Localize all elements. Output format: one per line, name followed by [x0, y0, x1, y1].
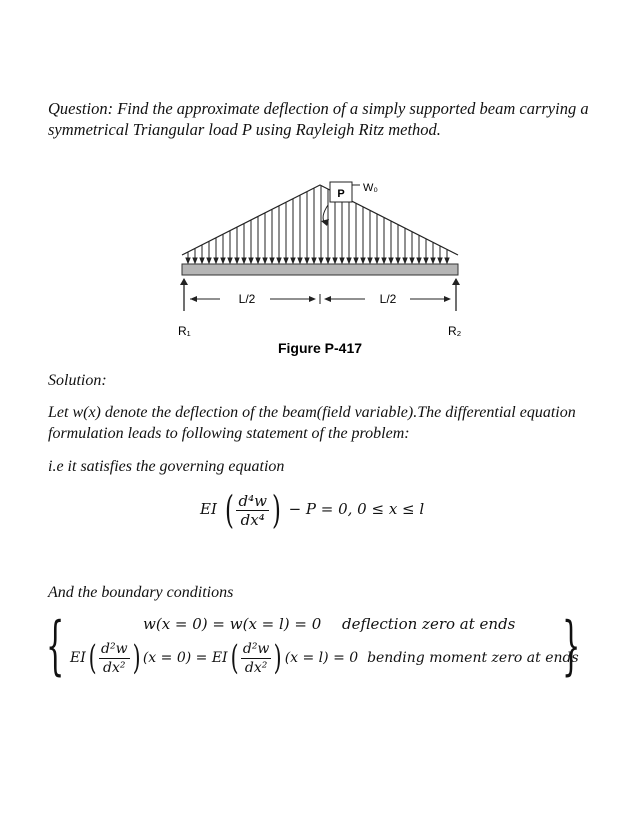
load-arrow-head [424, 258, 428, 263]
right-brace: } [562, 609, 581, 683]
question-text: Question: Find the approximate deflection of a simply supported beam carrying a symmetrical Triangular load P using Rayleigh Ritz method. [48, 99, 589, 139]
load-arrow-head [361, 258, 365, 263]
intro-text: Let w(x) denote the deflection of the beam(field variable).The differential equation formulation leads to following statement of the problem: [48, 404, 576, 442]
left-reaction-label: R₁ [178, 324, 191, 338]
load-arrow-head [207, 258, 211, 263]
governing-rest: − P = 0, 0 ≤ x ≤ l [288, 500, 425, 518]
load-arrow-head [312, 258, 316, 263]
load-arrow-head [438, 258, 442, 263]
load-arrow-head [291, 258, 295, 263]
right-reaction-label: R₂ [448, 324, 462, 338]
load-arrow-head [382, 258, 386, 263]
load-arrow-head [193, 258, 197, 263]
ei-coef: EI [200, 500, 217, 518]
figure-caption: Figure P-417 [277, 340, 363, 356]
left-span-label: L/2 [238, 292, 256, 306]
load-arrow-head [186, 258, 190, 263]
bc-heading: And the boundary conditions [48, 584, 234, 601]
ie-text: i.e it satisfies the governing equation [48, 458, 285, 475]
intensity-label: W₀ [363, 182, 378, 194]
load-arrow-head [403, 258, 407, 263]
load-arrow-head [242, 258, 246, 263]
load-arrow-head [375, 258, 379, 263]
bc1-equation: w(x = 0) = w(x = l) = 0 [143, 615, 322, 633]
beam [182, 264, 458, 275]
load-arrow-head [340, 258, 344, 263]
d4w-fraction: $\frac{\text{d⁴w}}{\text{dx⁴}}$ [238, 491, 267, 529]
load-arrow-head [305, 258, 309, 263]
load-arrow-head [326, 258, 330, 263]
load-arrow-head [270, 258, 274, 263]
load-arrow-head [333, 258, 337, 263]
governing-equation: EI ( $\frac{\text{d⁴w}}{\text{dx⁴}}$ ) − P = 0, 0 ≤ x ≤ l [200, 488, 425, 532]
load-arrow-head [298, 258, 302, 263]
solution-heading: Solution: [48, 372, 107, 389]
load-arrow-head [214, 258, 218, 263]
load-arrow-head [354, 258, 358, 263]
load-arrow-head [396, 258, 400, 263]
load-arrow-head [431, 258, 435, 263]
load-arrow-head [347, 258, 351, 263]
load-arrow-head [277, 258, 281, 263]
load-arrow-head [284, 258, 288, 263]
load-arrow-head [319, 258, 323, 263]
right-span-label: L/2 [379, 292, 397, 306]
load-arrow-head [228, 258, 232, 263]
load-arrow-head [368, 258, 372, 263]
load-arrow-head [445, 258, 449, 263]
load-arrow-head [249, 258, 253, 263]
load-arrow-head [200, 258, 204, 263]
load-arrow-head [410, 258, 414, 263]
load-arrow-head [221, 258, 225, 263]
bc2-note: bending moment zero at ends [367, 650, 579, 666]
bc2-equation: EI( $\frac{\text{d²w}}{\text{dx²}}$ ) (x = 0) = EI( $\frac{\text{d²w}}{\text{dx²}}$ ) (x = l) = 0 bending moment zero at ends [70, 638, 579, 678]
load-arrow-head [263, 258, 267, 263]
load-arrow-head [417, 258, 421, 263]
load-arrow-head [235, 258, 239, 263]
load-arrow-head [256, 258, 260, 263]
left-brace: { [46, 609, 65, 683]
load-arrow-head [389, 258, 393, 263]
beam-figure [170, 175, 470, 365]
load-arrows [186, 186, 449, 263]
bc1-note: deflection zero at ends [342, 615, 516, 633]
load-p-label: P [337, 188, 345, 200]
